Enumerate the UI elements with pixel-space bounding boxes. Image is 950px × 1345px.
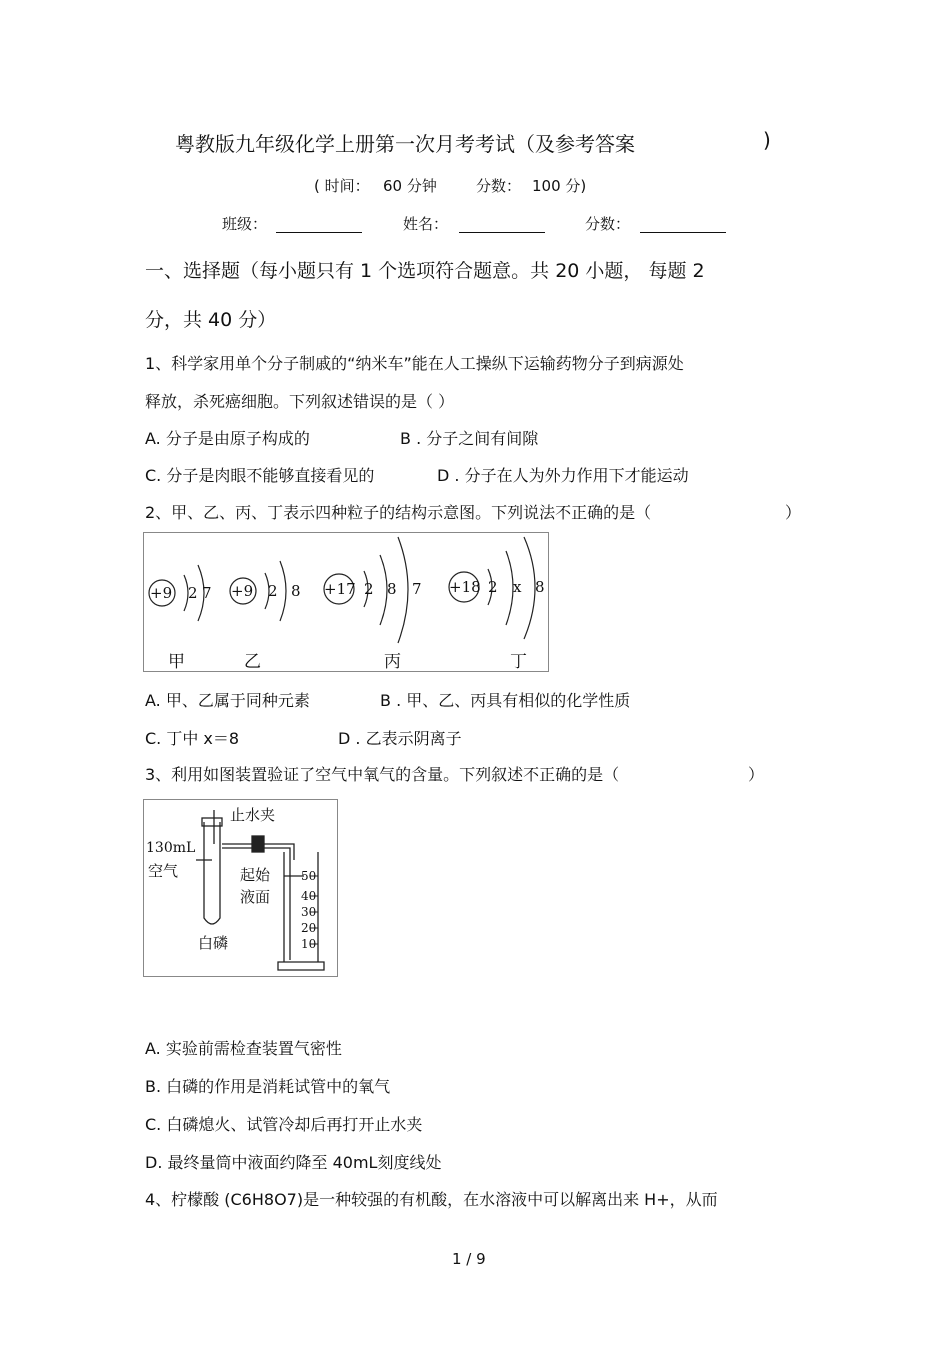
air-label: 空气 bbox=[148, 862, 179, 880]
q2-stem: 2、甲、乙、丙、丁表示四种粒子的结构示意图。下列说法不正确的是（ bbox=[145, 503, 652, 522]
time-label: ( 时间： bbox=[314, 177, 370, 195]
oxygen-experiment-figure bbox=[143, 799, 338, 977]
class-field[interactable] bbox=[276, 232, 362, 233]
scale-40: 40 bbox=[301, 889, 317, 903]
shell-jia-1: 2 bbox=[188, 584, 198, 602]
shell-yi-1: 2 bbox=[268, 582, 278, 600]
section-heading-line1: 一、选择题（每小题只有 1 个选项符合题意。共 20 小题， 每题 2 bbox=[145, 260, 705, 282]
q1-stem-line2: 释放，杀死癌细胞。下列叙述错误的是（ ） bbox=[145, 392, 455, 411]
document-title-close: ) bbox=[763, 128, 771, 152]
nucleus-jia-label: +9 bbox=[150, 584, 173, 602]
air-volume-label: 130mL bbox=[146, 840, 196, 856]
oxygen-experiment-diagram bbox=[144, 800, 337, 976]
score-total-label: 分数： bbox=[476, 177, 522, 195]
q2-option-c: C. 丁中 x＝8 bbox=[145, 729, 240, 748]
clamp-label: 止水夹 bbox=[230, 806, 276, 824]
document-title: 粤教版九年级化学上册第一次月考考试（及参考答案 bbox=[175, 132, 635, 156]
q1-option-c: C. 分子是肉眼不能够直接看见的 bbox=[145, 466, 375, 485]
shell-ding-3: 8 bbox=[535, 578, 545, 596]
liquid-label-2: 液面 bbox=[240, 888, 271, 906]
shell-ding-2: x bbox=[513, 578, 522, 596]
q3-option-a: A. 实验前需检查装置气密性 bbox=[145, 1039, 342, 1058]
shell-ding-1: 2 bbox=[488, 578, 498, 596]
nucleus-yi-label: +9 bbox=[231, 582, 254, 600]
test-tube-stopper bbox=[202, 818, 222, 826]
score-field[interactable] bbox=[640, 232, 726, 233]
nucleus-ding-label: +18 bbox=[449, 578, 481, 596]
q1-stem-line1: 1、科学家用单个分子制戚的“纳米车”能在人工操纵下运输药物分子到病源处 bbox=[145, 354, 684, 373]
shell-bing-2: 8 bbox=[387, 580, 397, 598]
scale-30: 30 bbox=[301, 905, 317, 919]
scale-20: 20 bbox=[301, 921, 317, 935]
q2-option-a: A. 甲、乙属于同种元素 bbox=[145, 691, 310, 710]
q3-option-b: B. 白磷的作用是消耗试管中的氧气 bbox=[145, 1077, 391, 1096]
score-total-value: 100 分) bbox=[532, 177, 587, 195]
q2-stem-close: ） bbox=[785, 503, 802, 522]
page-number: 1 / 9 bbox=[452, 1250, 486, 1268]
q2-option-b: B . 甲、乙、丙具有相似的化学性质 bbox=[380, 691, 631, 710]
atom-label-jia: 甲 bbox=[168, 652, 185, 671]
time-value: 60 分钟 bbox=[383, 177, 437, 195]
atom-structure-diagram bbox=[144, 533, 548, 671]
nucleus-bing-label: +17 bbox=[324, 580, 356, 598]
atom-label-bing: 丙 bbox=[384, 652, 401, 671]
name-label: 姓名： bbox=[403, 215, 449, 233]
q1-option-b: B . 分子之间有间隙 bbox=[400, 429, 539, 448]
q2-option-d: D . 乙表示阴离子 bbox=[338, 729, 462, 748]
scale-10: 10 bbox=[301, 937, 317, 951]
q3-stem-close: ） bbox=[748, 765, 765, 784]
phosphorus-label: 白磷 bbox=[198, 934, 229, 952]
liquid-label-1: 起始 bbox=[240, 866, 271, 884]
q1-option-a: A. 分子是由原子构成的 bbox=[145, 429, 310, 448]
shell-jia-2: 7 bbox=[202, 584, 212, 602]
shell-bing-3: 7 bbox=[412, 580, 422, 598]
section-heading-line2: 分，共 40 分） bbox=[145, 309, 277, 331]
test-tube bbox=[204, 822, 220, 924]
scale-50: 50 bbox=[301, 869, 317, 883]
q3-option-c: C. 白磷熄火、试管冷却后再打开止水夹 bbox=[145, 1115, 423, 1134]
shell-yi-2: 8 bbox=[291, 582, 301, 600]
q3-option-d: D. 最终量筒中液面约降至 40mL刻度线处 bbox=[145, 1153, 442, 1172]
class-label: 班级： bbox=[222, 215, 268, 233]
atom-label-yi: 乙 bbox=[244, 652, 261, 671]
q1-option-d: D . 分子在人为外力作用下才能运动 bbox=[437, 466, 689, 485]
q4-stem: 4、柠檬酸 (C6H8O7)是一种较强的有机酸，在水溶液中可以解离出来 H+，从而 bbox=[145, 1190, 718, 1209]
atom-structure-figure bbox=[143, 532, 549, 672]
score-label: 分数： bbox=[585, 215, 631, 233]
name-field[interactable] bbox=[459, 232, 545, 233]
q3-stem: 3、利用如图装置验证了空气中氧气的含量。下列叙述不正确的是（ bbox=[145, 765, 620, 784]
water-clamp bbox=[252, 836, 264, 852]
shell-bing-1: 2 bbox=[364, 580, 374, 598]
atom-label-ding: 丁 bbox=[510, 652, 527, 671]
